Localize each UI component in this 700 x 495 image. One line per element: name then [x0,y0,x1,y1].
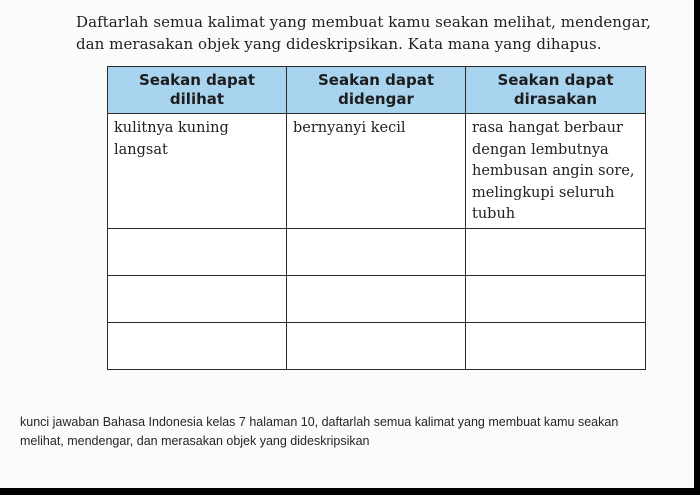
header-dirasakan [466,67,646,114]
image-caption [20,413,680,451]
caption-line-2: melihat, mendengar, dan merasakan objek yang dideskripsikan [20,434,370,448]
header-didengar-line-2: didengar [338,90,414,108]
empty-cell [108,323,287,370]
empty-cell [287,323,466,370]
caption-line-1: kunci jawaban Bahasa Indonesia kelas 7 halaman 10, daftarlah semua kalimat yang membuat kamu seakan [20,415,619,429]
cell-text-line: hembusan angin sore, [472,163,635,179]
header-dilihat [108,67,287,114]
header-didengar-line-1: Seakan dapat [318,71,434,89]
cell-text-line: tubuh [472,206,516,222]
empty-cell [466,229,646,276]
empty-cell [466,276,646,323]
cell-text-line: bernyanyi kecil [293,120,406,136]
header-dirasakan-line-2: dirasakan [513,90,598,108]
instruction-line-1: Daftarlah semua kalimat yang membuat kamu seakan melihat, mendengar, [76,13,652,31]
table-row [108,323,646,370]
cell-text-line: rasa hangat berbaur [472,120,623,136]
empty-cell [108,229,287,276]
empty-cell [108,276,287,323]
cell-text-line: melingkupi seluruh [472,184,615,201]
table-header-row [108,67,646,114]
cell-text-line: langsat [114,141,168,158]
header-dirasakan-line-1: Seakan dapat [497,71,614,89]
table-row [108,229,646,276]
cell-text-line: kulitnya kuning [114,120,229,136]
header-dilihat-line-2: dilihat [169,90,225,108]
cell-text-line: dengan lembutnya [472,141,609,158]
empty-cell [287,276,466,323]
empty-cell [287,229,466,276]
cell-dilihat [108,114,287,229]
instruction-text [76,11,666,55]
answer-table [107,66,646,370]
instruction-line-2: dan merasakan objek yang dideskripsikan. Kata mana yang dihapus. [76,35,602,53]
header-didengar [287,67,466,114]
cell-didengar [287,114,466,229]
cell-dirasakan [466,114,646,229]
table-row [108,114,646,229]
table-row [108,276,646,323]
header-dilihat-line-1: Seakan dapat [139,71,255,89]
empty-cell [466,323,646,370]
